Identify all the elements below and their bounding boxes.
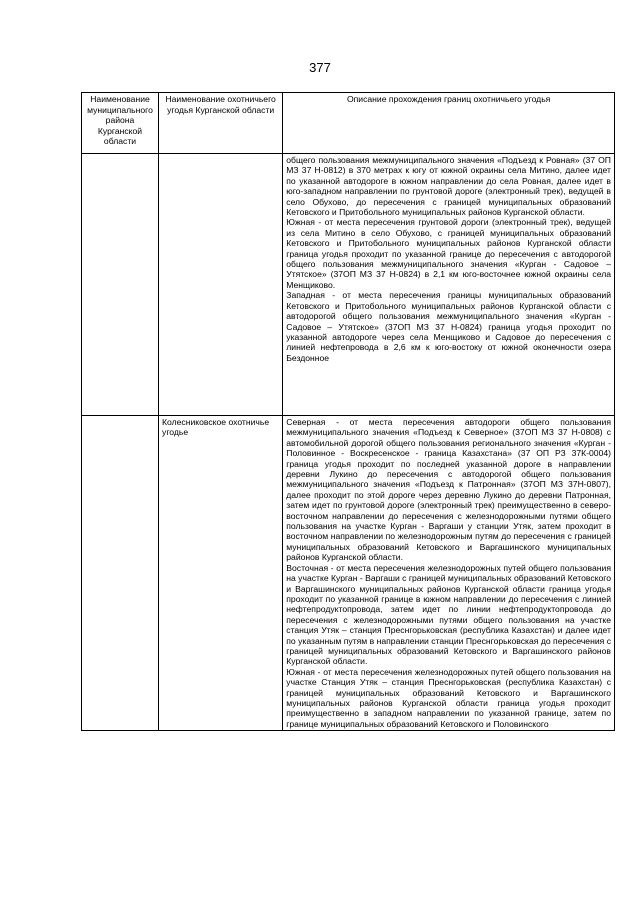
- description-paragraph: Южная - от места пересечения железнодорожных путей общего пользования на участке Станция Утяк – станция Преснгорьковская (республика Казахстан) с границей муниципальных образований Кетовского и Варгашинского муниципальных районов Курганской области граница угодья проходит преимущественно в западном направлении по указанной границе, затем по границе муниципальных образований Кетовского и Половинского: [286, 666, 611, 729]
- table-row: [82, 154, 615, 416]
- district-cell: [82, 154, 159, 416]
- hunting-ground-cell: Колесниковское охотничье угодье: [159, 416, 283, 731]
- description-paragraph: Западная - от места пересечения границы муниципальных образований Кетовского и Притобольного муниципальных районов Курганской области с автодорогой общего пользования межмуниципального значения «Курган - Садовое – Утятское» (37ОП МЗ 37 Н-0824) граница угодья проходит по указанной автодороге через села Менщиково и Садовое до пересечения с линией нефтепровода в 2,6 км к юго-востоку от южной оконечности озера Бездонное: [286, 290, 611, 363]
- header-hunting-ground: Наименование охотничьего угодья Курганской области: [159, 93, 283, 154]
- description-paragraph: Восточная - от места пересечения железнодорожных путей общего пользования на участке Курган - Варгаши с границей муниципальных образований Кетовского и Варгашинского муниципальных районов Курганской области граница угодья проходит по указанной границе в южном направлении до пересечения с линией нефтепродуктопровода, затем идет по линии нефтепродуктопровода до пересечения с железнодорожными путями общего пользования на участке станция Утяк – станция Преснгорьковская (республика Казахстан) и далее идет по указанным путям в направлении станции Преснгорьковская до пересечения с границей муниципальных образований Кетовского и Варгашинского районов Курганской области.: [286, 562, 612, 667]
- header-district: Наименование муниципального района Курганской области: [82, 93, 159, 154]
- description-paragraph: Северная - от места пересечения автодороги общего пользования межмуниципального значения «Подъезд к Северное» (37ОП МЗ 37 Н-0808) с автомобильной дорогой общего пользования регионального значения «Курган - Половинное - Воскресенское - граница Казахстана» (37 ОП РЗ 37К-0004) граница угодья проходит по последней указанной дороге в направлении деревни Лукино до пересечения с автодорогой общего пользования межмуниципального значения «Подъезд к Патронная» (37ОП МЗ 37Н-0807), далее проходит по этой дороге через деревню Лукино до деревни Патронная, затем идет по грунтовой дороге (электронный трек) преимущественно в северо-восточном направлении до пересечения с железнодорожными путями общего пользования на участке Курган - Варгаши у станции Утяк, затем проходит в восточном направлении по железнодорожным путям до пересечения с границей муниципальных образований Кетовского и Варгашинского муниципальных районов Курганской области.: [286, 417, 611, 563]
- hunting-ground-cell: [159, 154, 283, 416]
- table-header-row: [82, 93, 615, 154]
- table-row: [82, 416, 615, 731]
- description-paragraph: Южная - от места пересечения грунтовой дороги (электронный трек), ведущей из села Митино в село Обухово, с границей муниципальных образований Кетовского и Притобольного муниципальных районов Курганской области граница угодья проходит по указанной границе до пересечения с автодорогой общего пользования межмуниципального значения «Курган - Садовое – Утятское» (37ОП МЗ 37 Н-0824) в 2,1 км юго-восточнее южной окраины села Менщиково.: [286, 217, 611, 290]
- boundary-description-cell: [283, 416, 615, 731]
- page-number: 377: [309, 60, 331, 75]
- description-paragraph: общего пользования межмуниципального значения «Подъезд к Ровная» (37 ОП МЗ 37 Н-0812) в 370 метрах к югу от южной окраины села Митино, далее идет по указанной автодороге в южном направлении до села Ровная, далее идет в юго-западном направлении по грунтовой дороге (электронный трек), ведущей в село Обухово, до пересечения с границей муниципальных образований Кетовского и Притобольного муниципальных районов Курганской области.: [286, 155, 611, 218]
- boundary-description-cell: [283, 154, 615, 416]
- header-boundary-description: Описание прохождения границ охотничьего угодья: [283, 93, 615, 154]
- district-cell: [82, 416, 159, 731]
- hunting-grounds-table: [81, 92, 615, 731]
